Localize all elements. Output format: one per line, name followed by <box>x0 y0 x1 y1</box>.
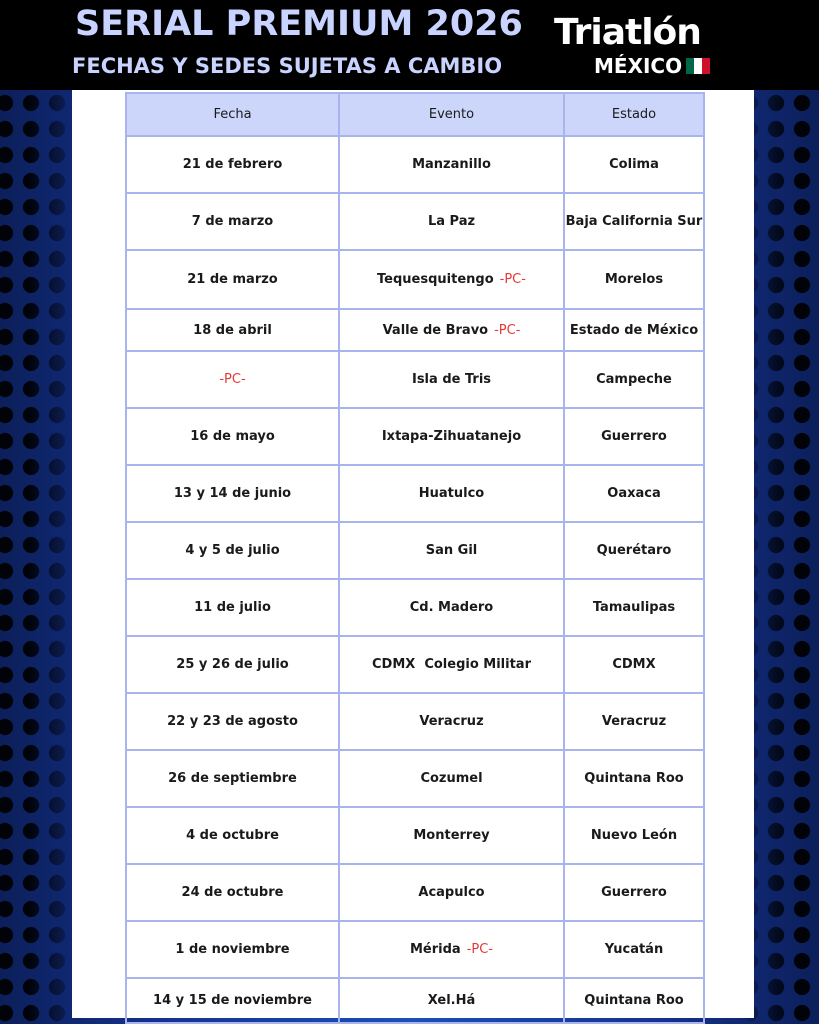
cell-evento <box>339 921 564 978</box>
cell-estado <box>564 522 704 579</box>
cell-estado <box>564 250 704 309</box>
cell-evento <box>339 309 564 351</box>
table-row <box>126 693 704 750</box>
cell-estado <box>564 579 704 636</box>
cell-evento-text: Cozumel <box>420 771 483 786</box>
cell-evento-text: Ixtapa-Zihuatanejo <box>381 429 522 444</box>
table-row <box>126 136 704 193</box>
cell-estado-text: Baja California Sur <box>565 214 703 229</box>
cell-estado-text: Estado de México <box>569 322 699 338</box>
cell-fecha <box>126 250 339 309</box>
cell-evento <box>339 408 564 465</box>
cell-fecha-text: 24 de octubre <box>181 885 284 900</box>
cell-evento <box>339 193 564 250</box>
flag-stripe-white <box>694 58 702 74</box>
cell-fecha <box>126 579 339 636</box>
table-body <box>126 136 704 1023</box>
cell-estado-text: Oaxaca <box>607 486 661 501</box>
cell-fecha <box>126 978 339 1023</box>
cell-fecha <box>126 921 339 978</box>
table-row <box>126 193 704 250</box>
cell-evento-text: CDMX Colegio Militar <box>371 657 531 672</box>
cell-fecha-text: 26 de septiembre <box>168 771 297 786</box>
table-row <box>126 351 704 408</box>
header-bar <box>0 0 819 90</box>
cell-estado <box>564 693 704 750</box>
cell-estado-text: Quintana Roo <box>584 993 684 1008</box>
table-row <box>126 750 704 807</box>
cell-fecha <box>126 408 339 465</box>
cell-evento-text: Monterrey <box>413 828 490 843</box>
cell-estado-text: Quintana Roo <box>584 771 684 786</box>
cell-evento-text: Xel.Há <box>427 993 476 1008</box>
cell-fecha <box>126 807 339 864</box>
cell-evento <box>339 136 564 193</box>
cell-estado-text: Colima <box>609 157 659 172</box>
table-row <box>126 579 704 636</box>
page-title: SERIAL PREMIUM 2026 <box>75 4 523 44</box>
cell-evento-text: Manzanillo <box>412 157 491 172</box>
cell-estado-text: Campeche <box>596 372 672 387</box>
cell-evento <box>339 250 564 309</box>
cell-evento-text: La Paz <box>427 214 476 229</box>
pc-marker: -PC- <box>494 322 521 338</box>
cell-fecha-text: 1 de noviembre <box>175 942 290 957</box>
cell-evento <box>339 864 564 921</box>
cell-estado-text: Tamaulipas <box>592 600 676 615</box>
cell-evento <box>339 522 564 579</box>
table-row <box>126 807 704 864</box>
cell-evento-text: San Gil <box>425 543 478 558</box>
cell-evento-text: Huatulco <box>418 486 485 501</box>
cell-fecha-text: 18 de abril <box>193 322 272 338</box>
cell-estado <box>564 193 704 250</box>
cell-estado <box>564 978 704 1023</box>
cell-fecha <box>126 193 339 250</box>
cell-fecha-text: 13 y 14 de junio <box>173 486 292 501</box>
cell-fecha-text: 14 y 15 de noviembre <box>153 993 312 1008</box>
logo-subtext: MÉXICO <box>594 54 683 78</box>
triatlon-mexico-logo <box>552 6 714 84</box>
cell-estado-text: Yucatán <box>604 942 664 957</box>
cell-fecha-text: 21 de marzo <box>187 272 278 287</box>
cell-estado <box>564 136 704 193</box>
cell-evento <box>339 636 564 693</box>
cell-fecha <box>126 693 339 750</box>
cell-estado-text: Morelos <box>604 272 664 287</box>
cell-evento <box>339 750 564 807</box>
table-row <box>126 636 704 693</box>
cell-estado <box>564 351 704 408</box>
table-row <box>126 309 704 351</box>
table-row <box>126 408 704 465</box>
cell-fecha-text: 11 de julio <box>194 600 271 615</box>
cell-estado-text: Querétaro <box>596 543 672 558</box>
column-header-evento: Evento <box>339 93 564 136</box>
logo-wordmark: Triatlón <box>554 12 701 53</box>
cell-fecha <box>126 136 339 193</box>
column-header-estado: Estado <box>564 93 704 136</box>
column-header-fecha: Fecha <box>126 93 339 136</box>
cell-evento-text: Cd. Madero <box>409 600 494 615</box>
cell-estado <box>564 864 704 921</box>
cell-fecha <box>126 750 339 807</box>
cell-fecha-text: 16 de mayo <box>190 429 275 444</box>
cell-evento <box>339 978 564 1023</box>
cell-evento <box>339 807 564 864</box>
cell-fecha-text: 7 de marzo <box>191 214 274 229</box>
cell-fecha-text: 22 y 23 de agosto <box>167 714 298 729</box>
table-row <box>126 522 704 579</box>
cell-evento <box>339 693 564 750</box>
cell-fecha <box>126 309 339 351</box>
cell-evento <box>339 465 564 522</box>
halftone-dots-left <box>0 90 82 1024</box>
cell-fecha-text: 4 de octubre <box>186 828 279 843</box>
table-row <box>126 978 704 1023</box>
cell-estado <box>564 807 704 864</box>
cell-fecha <box>126 864 339 921</box>
table-row <box>126 864 704 921</box>
cell-evento-text: Acapulco <box>418 885 485 900</box>
cell-evento-text: Mérida <box>409 942 461 957</box>
cell-fecha-text: 21 de febrero <box>182 157 283 172</box>
cell-evento-text: Isla de Tris <box>411 372 492 387</box>
cell-evento <box>339 351 564 408</box>
cell-fecha-text: -PC- <box>219 372 246 387</box>
table-row <box>126 465 704 522</box>
pc-marker: -PC- <box>466 942 493 957</box>
cell-evento-text: Veracruz <box>419 714 484 729</box>
table-header-row <box>126 93 704 136</box>
flag-stripe-green <box>686 58 694 74</box>
cell-estado <box>564 465 704 522</box>
cell-evento-text: Tequesquitengo <box>377 272 494 287</box>
cell-fecha <box>126 636 339 693</box>
cell-fecha-text: 4 y 5 de julio <box>185 543 280 558</box>
cell-estado-text: Veracruz <box>601 714 667 729</box>
cell-fecha-text: 25 y 26 de julio <box>176 657 289 672</box>
cell-estado <box>564 921 704 978</box>
cell-estado-text: CDMX <box>612 657 656 672</box>
cell-evento-text: Valle de Bravo <box>382 322 489 338</box>
cell-estado <box>564 408 704 465</box>
cell-estado <box>564 309 704 351</box>
mexico-flag-icon <box>686 58 710 74</box>
table-row <box>126 250 704 309</box>
cell-fecha <box>126 351 339 408</box>
page-subtitle: FECHAS Y SEDES SUJETAS A CAMBIO <box>72 54 503 78</box>
cell-fecha <box>126 522 339 579</box>
cell-estado-text: Guerrero <box>601 429 667 444</box>
cell-estado <box>564 750 704 807</box>
pc-marker: -PC- <box>499 272 526 287</box>
cell-fecha <box>126 465 339 522</box>
table-row <box>126 921 704 978</box>
flag-stripe-red <box>702 58 710 74</box>
cell-estado <box>564 636 704 693</box>
cell-evento <box>339 579 564 636</box>
cell-estado-text: Guerrero <box>601 885 667 900</box>
events-table <box>125 92 705 1024</box>
cell-estado-text: Nuevo León <box>590 828 678 843</box>
